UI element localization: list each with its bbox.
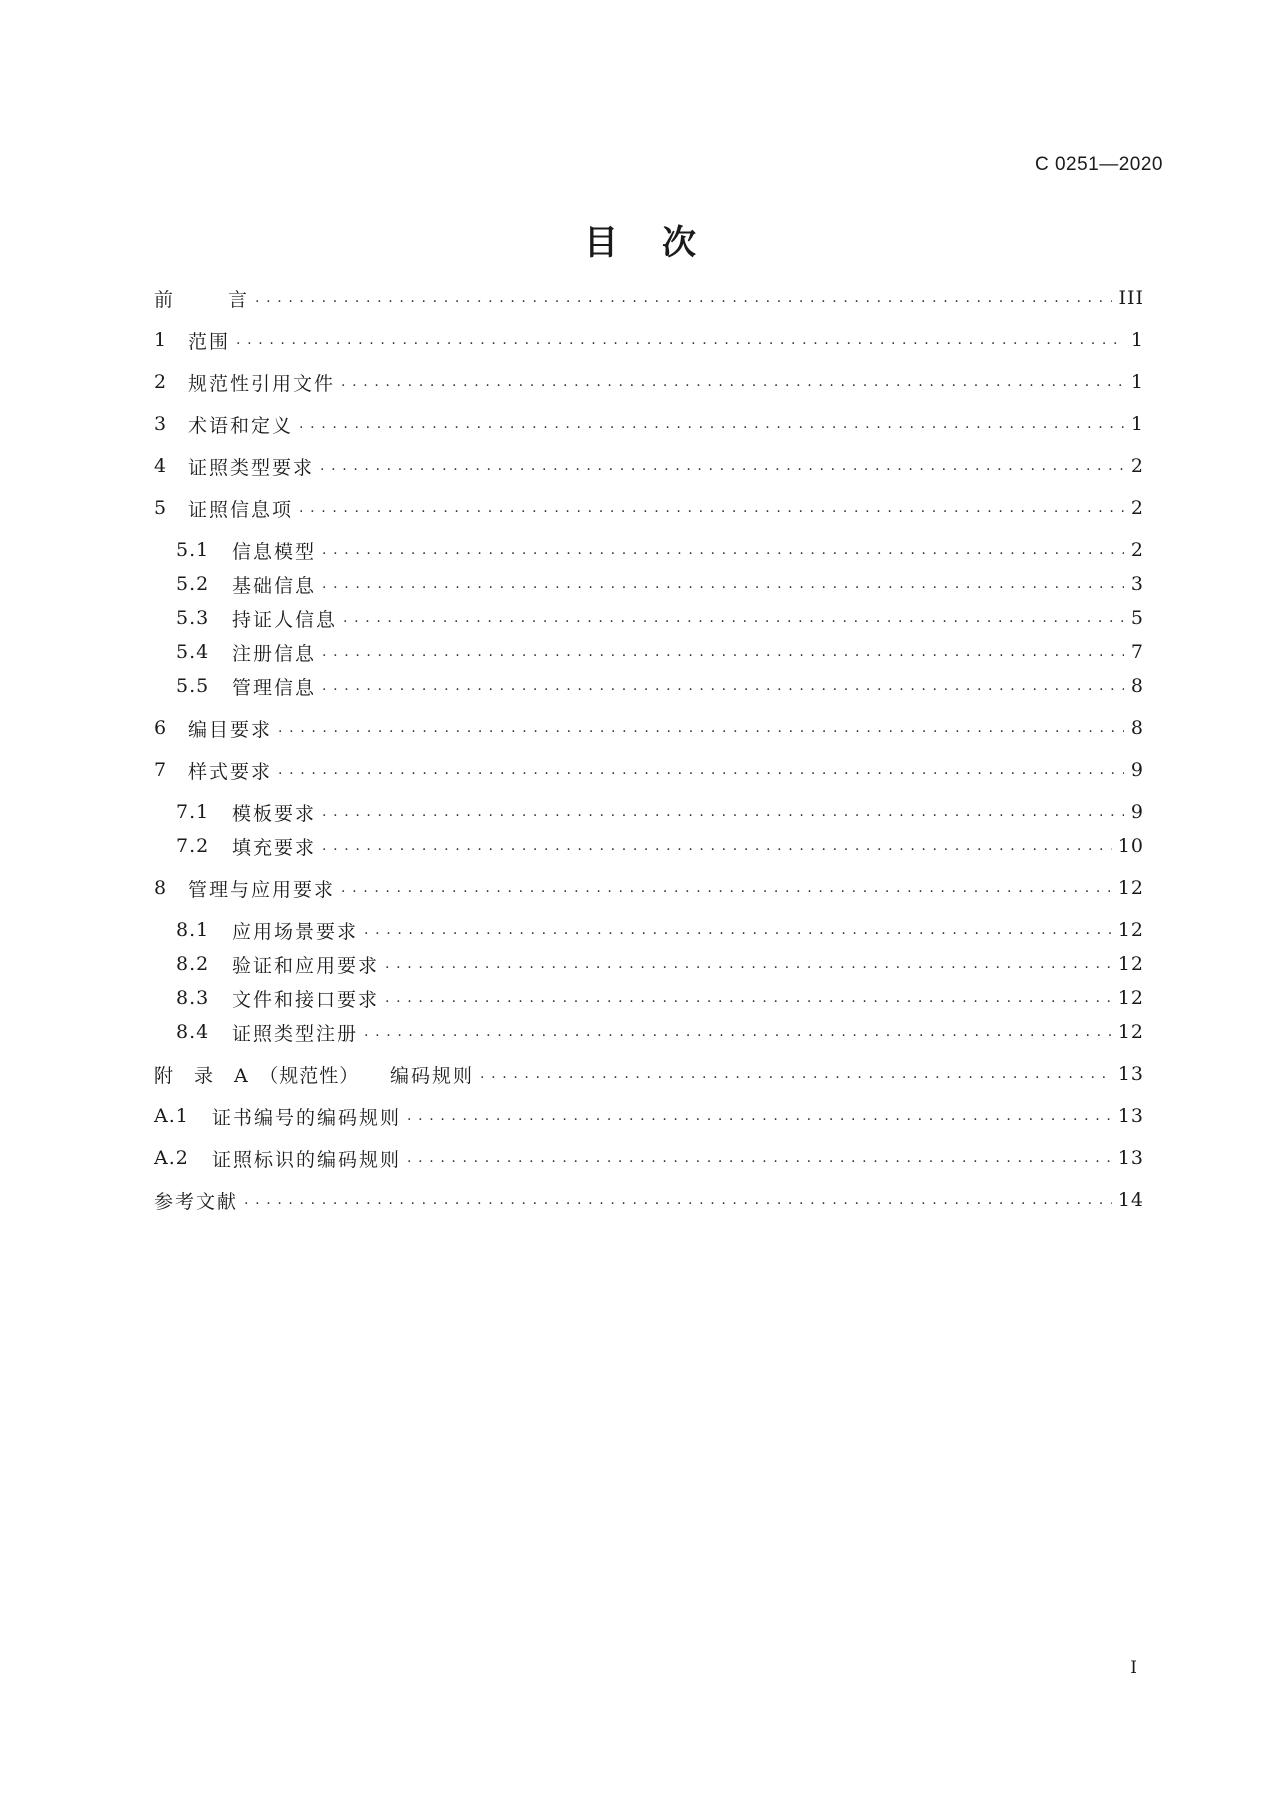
toc-text: 术语和定义: [188, 414, 294, 437]
toc-entry-8-2[interactable]: [176, 949, 1144, 979]
toc-text: 言: [228, 288, 250, 311]
toc-page: 1: [1130, 329, 1144, 351]
toc-num: 8.1: [176, 919, 210, 941]
toc-text: 证书编号的编码规则: [212, 1106, 402, 1129]
toc-entry-8-4[interactable]: [176, 1017, 1144, 1047]
toc-leader: [385, 954, 1112, 974]
toc-page: III: [1118, 287, 1144, 309]
toc-page: 12: [1117, 877, 1144, 899]
toc-entry-preface[interactable]: [154, 283, 1144, 313]
toc-entry-a-2[interactable]: [154, 1143, 1144, 1173]
toc-page: 2: [1130, 497, 1144, 519]
toc-leader: [322, 836, 1112, 856]
toc-entry-5-5[interactable]: [176, 671, 1144, 701]
toc-entry-5-2[interactable]: [176, 569, 1144, 599]
toc-page: 13: [1117, 1105, 1144, 1127]
toc-entry-8-1[interactable]: [176, 915, 1144, 945]
toc-entry-7[interactable]: [154, 755, 1144, 785]
toc-text: 填充要求: [232, 836, 317, 859]
toc-leader: [322, 642, 1124, 662]
toc-text: 基础信息: [232, 574, 317, 597]
toc-text: 样式要求: [188, 760, 273, 783]
toc-num: 3: [154, 413, 168, 435]
toc-page: 7: [1130, 641, 1144, 663]
toc-page: 12: [1117, 953, 1144, 975]
toc-page: 9: [1130, 801, 1144, 823]
toc-text: 参考文献: [154, 1190, 239, 1213]
toc-page: 10: [1117, 835, 1144, 857]
toc-text: 验证和应用要求: [232, 954, 380, 977]
toc-leader: [322, 802, 1124, 822]
toc-page: 1: [1130, 413, 1144, 435]
toc-page: 9: [1130, 759, 1144, 781]
toc-leader: [385, 988, 1112, 1008]
toc-entry-annex-a[interactable]: [154, 1059, 1144, 1089]
toc-entry-a-1[interactable]: [154, 1101, 1144, 1131]
toc-page: 13: [1117, 1147, 1144, 1169]
toc-entry-references[interactable]: [154, 1185, 1144, 1215]
toc-leader: [407, 1106, 1112, 1126]
toc-leader: [341, 372, 1124, 392]
toc-entry-5-1[interactable]: [176, 535, 1144, 565]
toc-entry-4[interactable]: [154, 451, 1144, 481]
toc-text: 证照类型要求: [188, 456, 315, 479]
toc-text: 管理与应用要求: [188, 878, 336, 901]
toc-num: 2: [154, 371, 168, 393]
toc-leader: [320, 456, 1124, 476]
toc-entry-7-1[interactable]: [176, 797, 1144, 827]
toc-page: 1: [1130, 371, 1144, 393]
toc-text: 信息模型: [232, 540, 317, 563]
toc-num: 1: [154, 329, 168, 351]
toc-num: 8: [154, 877, 168, 899]
toc-leader: [364, 1022, 1112, 1042]
toc-leader: [278, 760, 1124, 780]
toc-num: 8.3: [176, 987, 210, 1009]
toc-num: 8.4: [176, 1021, 210, 1043]
page-number: I: [1130, 1658, 1137, 1678]
toc-page: 12: [1117, 987, 1144, 1009]
toc-page: 14: [1117, 1189, 1144, 1211]
toc-page: 8: [1130, 675, 1144, 697]
document-code: C 0251—2020: [1034, 154, 1163, 175]
toc-num: 4: [154, 455, 168, 477]
toc-entry-8[interactable]: [154, 873, 1144, 903]
toc-num: 6: [154, 717, 168, 739]
toc-num: A.2: [154, 1147, 189, 1169]
toc-text: 注册信息: [232, 642, 317, 665]
toc-leader: [299, 498, 1124, 518]
toc-leader: [480, 1064, 1112, 1084]
toc-leader: [299, 414, 1124, 434]
toc-text: 证照标识的编码规则: [212, 1148, 402, 1171]
toc-num: 5.1: [176, 539, 210, 561]
toc-num: 5.3: [176, 607, 210, 629]
toc-text: 模板要求: [232, 802, 317, 825]
toc-page: 5: [1130, 607, 1144, 629]
toc-num: 7.2: [176, 835, 210, 857]
toc-entry-5[interactable]: [154, 493, 1144, 523]
toc-page: 8: [1130, 717, 1144, 739]
toc-text: 证照信息项: [188, 498, 294, 521]
toc-text: 编目要求: [188, 718, 273, 741]
toc-entry-7-2[interactable]: [176, 831, 1144, 861]
toc-title-part1: 目: [584, 223, 618, 263]
toc-num: A.1: [154, 1105, 189, 1127]
toc-leader: [244, 1190, 1112, 1210]
toc-num: 5: [154, 497, 168, 519]
toc-leader: [278, 718, 1124, 738]
toc-text: 证照类型注册: [232, 1022, 359, 1045]
toc-num: 8.2: [176, 953, 210, 975]
toc-leader: [343, 608, 1124, 628]
toc-text: 应用场景要求: [232, 920, 359, 943]
toc-text: 规范性引用文件: [188, 372, 336, 395]
toc-leader: [407, 1148, 1112, 1168]
toc-num: 7: [154, 759, 168, 781]
toc-entry-3[interactable]: [154, 409, 1144, 439]
toc-entry-8-3[interactable]: [176, 983, 1144, 1013]
toc-leader: [255, 288, 1112, 308]
toc-num: 5.4: [176, 641, 210, 663]
toc-text: 编码规则: [390, 1064, 475, 1087]
toc-leader: [364, 920, 1112, 940]
toc-num: 前: [154, 288, 175, 311]
toc-title-part2: 次: [662, 223, 696, 263]
toc-page: 12: [1117, 1021, 1144, 1043]
toc-page: 2: [1130, 455, 1144, 477]
toc-entry-1[interactable]: [154, 325, 1144, 355]
toc-text: 范围: [188, 330, 231, 353]
toc-page: 3: [1130, 573, 1144, 595]
toc-page: 12: [1117, 919, 1144, 941]
toc-entry-2[interactable]: [154, 367, 1144, 397]
toc-num: 5.5: [176, 675, 210, 697]
toc-page: 13: [1117, 1063, 1144, 1085]
toc-leader: [236, 330, 1124, 350]
toc-leader: [322, 676, 1124, 696]
toc-leader: [322, 540, 1124, 560]
toc-text: 文件和接口要求: [232, 988, 380, 1011]
toc-text: 持证人信息: [232, 608, 338, 631]
toc-text: 管理信息: [232, 676, 317, 699]
toc-num: 5.2: [176, 573, 210, 595]
toc-leader: [341, 878, 1112, 898]
toc-num: 7.1: [176, 801, 210, 823]
toc-num: 附 录 A （规范性）: [154, 1064, 360, 1087]
toc-entry-5-3[interactable]: [176, 603, 1144, 633]
toc-page: 2: [1130, 539, 1144, 561]
toc-entry-5-4[interactable]: [176, 637, 1144, 667]
toc-entry-6[interactable]: [154, 713, 1144, 743]
toc-leader: [322, 574, 1124, 594]
